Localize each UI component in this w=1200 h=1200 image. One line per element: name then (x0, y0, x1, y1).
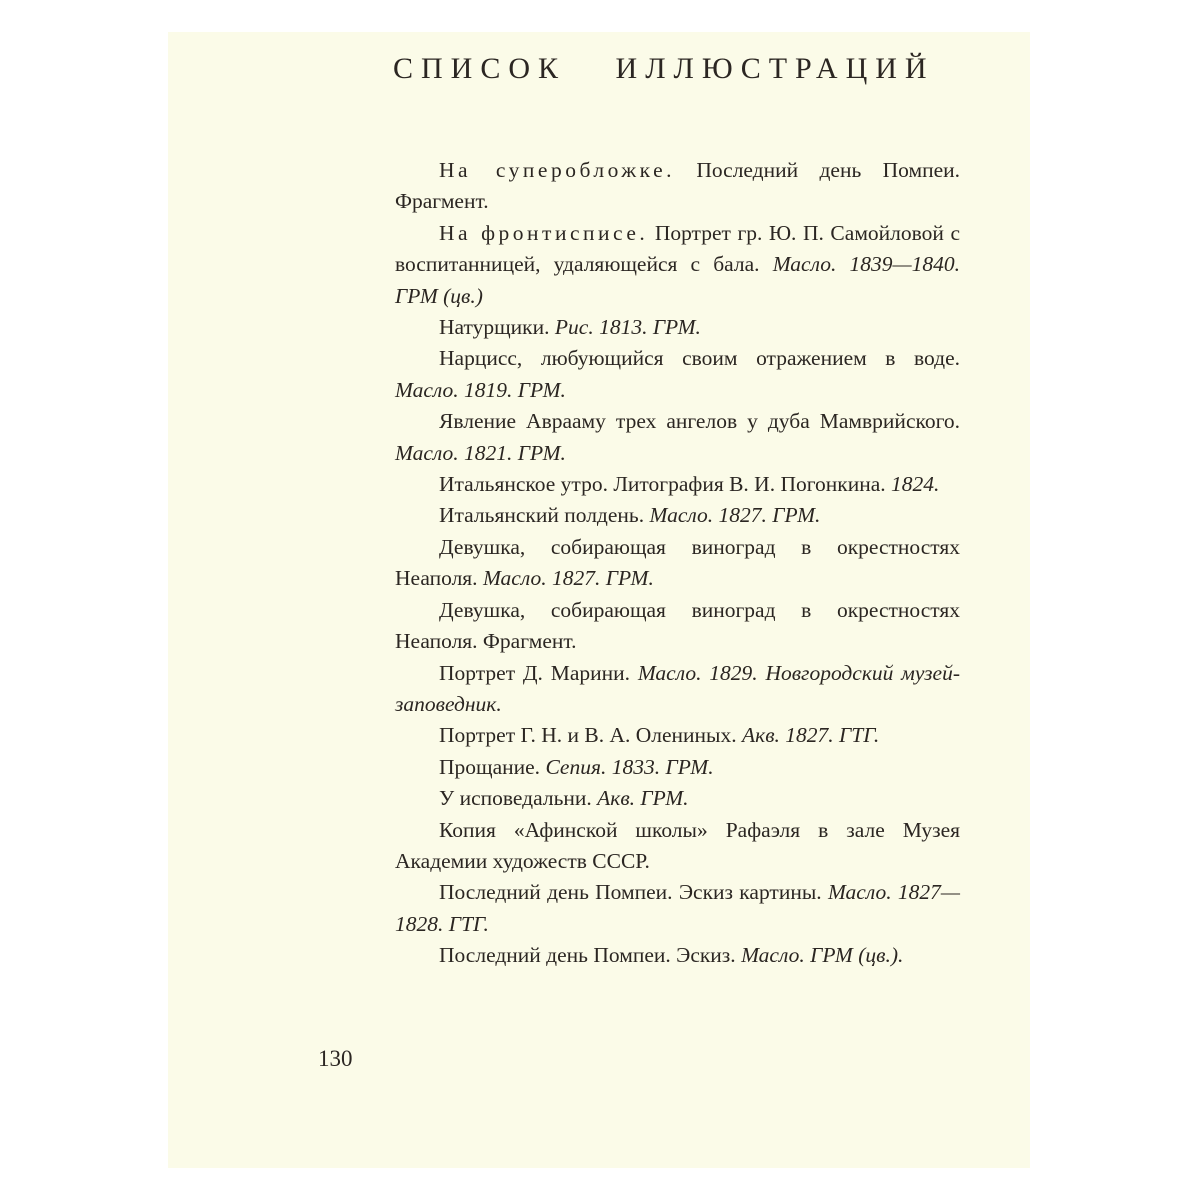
list-item (395, 658, 960, 721)
entry-title: Итальянский полдень. (439, 503, 645, 528)
entry-details: Масло. 1827. ГРМ. (482, 566, 654, 591)
list-item (395, 815, 960, 878)
entry-details: Сепия. 1833. ГРМ. (545, 754, 714, 779)
list-item (395, 155, 960, 218)
entry-spaced-label: На суперобложке. (439, 158, 675, 182)
entry-details: Масло. 1827. ГРМ. (649, 503, 821, 528)
entry-details: Акв. ГРМ. (597, 786, 689, 811)
entry-details: Масло. 1829. Новгородский музей-заповедник. (395, 660, 961, 716)
illustration-list (395, 155, 960, 972)
entry-title: Портрет Д. Марини. (439, 660, 631, 685)
list-item (395, 312, 960, 343)
entry-title: Явление Аврааму трех ангелов у дуба Мамврийского. (439, 409, 960, 434)
entry-title: Копия «Афинской школы» Рафаэля в зале Музея Академии художеств СССР. (395, 817, 960, 873)
list-item (395, 877, 960, 940)
entry-title: Последний день Помпеи. Эскиз. (439, 943, 736, 968)
entry-title: Портрет гр. Ю. П. Самойловой с воспитанницей, удаляющейся с бала. (395, 220, 961, 277)
entry-details: Масло. 1819. ГРМ. (395, 377, 566, 402)
entry-title: Последний день Помпеи. Эскиз картины. (439, 880, 822, 905)
list-item (395, 720, 960, 751)
entry-details: Акв. 1827. ГТГ. (742, 723, 880, 748)
entry-title: Последний день Помпеи. Фрагмент. (395, 158, 961, 214)
list-item (395, 406, 960, 469)
entry-title: Портрет Г. Н. и В. А. Олениных. (439, 723, 737, 748)
list-item (395, 595, 960, 658)
list-item (395, 469, 960, 500)
entry-title: У исповедальни. (439, 786, 592, 811)
page-number: 130 (318, 1046, 353, 1071)
list-item (395, 343, 960, 406)
list-item (395, 783, 960, 814)
entry-title: Девушка, собирающая виноград в окрестностях Неаполя. (395, 534, 960, 591)
entry-title: Натурщики. (439, 315, 550, 340)
entry-details: 1824. (891, 472, 940, 497)
list-item (395, 752, 960, 783)
list-item (395, 940, 960, 971)
list-item (395, 532, 960, 595)
entry-details: Масло. ГРМ (цв.). (741, 943, 904, 968)
list-item (395, 218, 960, 312)
list-item (395, 500, 960, 531)
entry-title: Итальянское утро. Литография В. И. Погонкина. (439, 472, 886, 497)
entry-details: Масло. 1827—1828. ГТГ. (395, 880, 960, 936)
entry-spaced-label: На фронтисписе. (439, 220, 649, 245)
page-title: СПИСОК ИЛЛЮСТРАЦИЙ (393, 52, 935, 85)
entry-details: Масло. 1839—1840. ГРМ (цв.) (395, 252, 960, 308)
entry-details: Масло. 1821. ГРМ. (395, 440, 566, 465)
entry-title: Прощание. (439, 754, 541, 779)
entry-title: Нарцисс, любующийся своим отражением в воде. (439, 346, 960, 371)
entry-title: Девушка, собирающая виноград в окрестностях Неаполя. Фрагмент. (395, 597, 960, 654)
entry-details: Рис. 1813. ГРМ. (554, 315, 701, 340)
